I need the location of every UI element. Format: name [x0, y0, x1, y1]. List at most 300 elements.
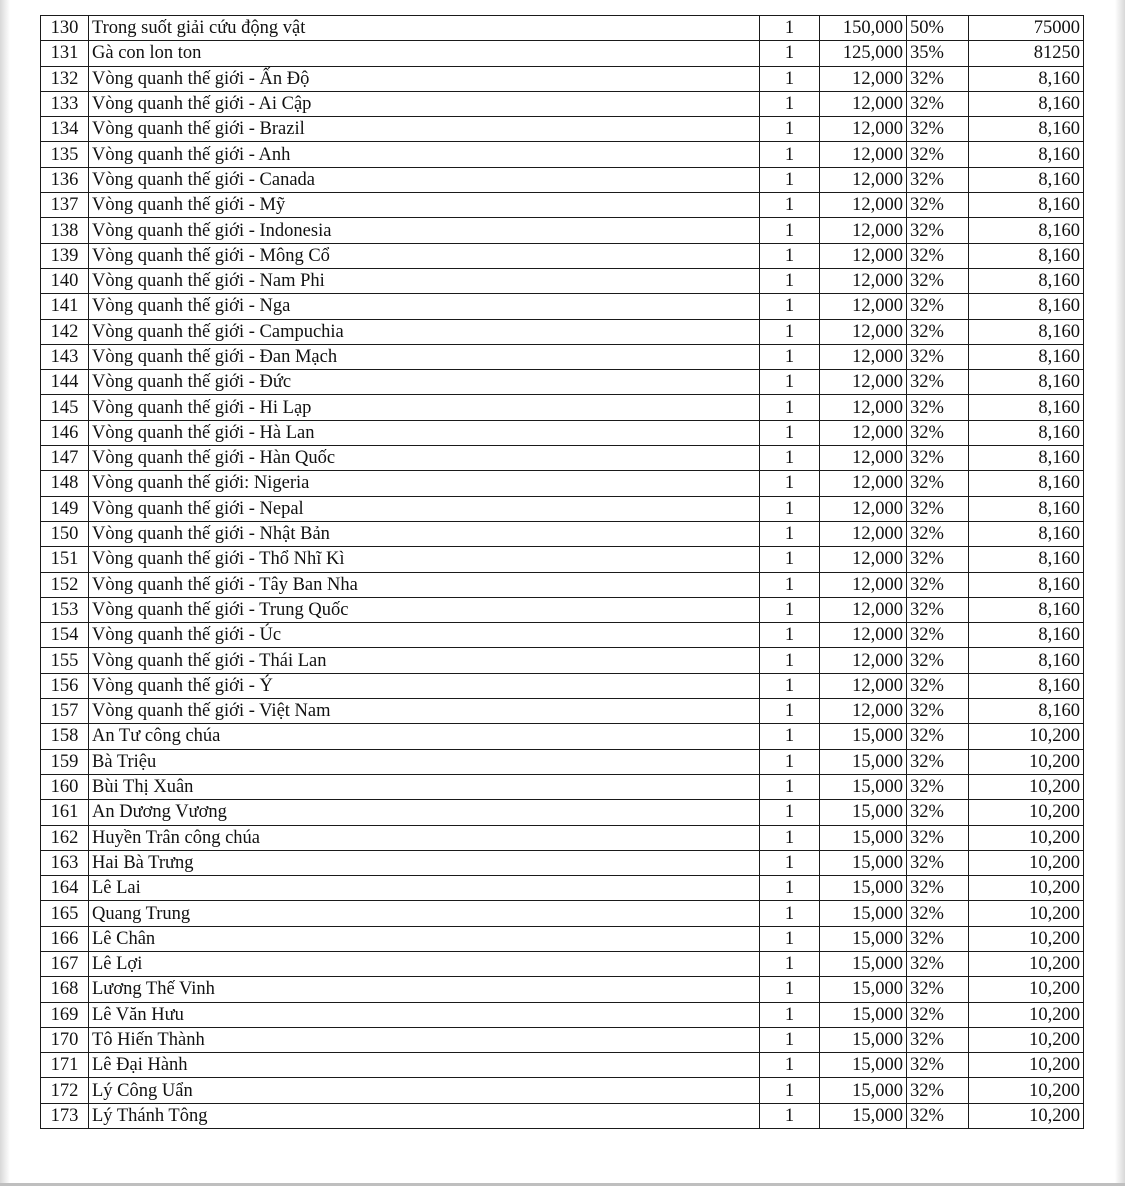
unit-price-cell: 15,000 [820, 951, 907, 976]
unit-price-cell: 15,000 [820, 724, 907, 749]
discount-cell: 32% [907, 268, 969, 293]
discount-cell: 32% [907, 547, 969, 572]
unit-price-cell: 12,000 [820, 673, 907, 698]
table-row [41, 167, 1084, 192]
book-title-cell: An Dương Vương [89, 800, 760, 825]
row-number-cell: 135 [41, 142, 89, 167]
total-cell: 8,160 [969, 420, 1084, 445]
book-title-cell: Vòng quanh thế giới - Thổ Nhĩ Kì [89, 547, 760, 572]
row-number-cell: 166 [41, 926, 89, 951]
page-left-edge [0, 0, 10, 1186]
total-cell: 10,200 [969, 800, 1084, 825]
row-number-cell: 137 [41, 193, 89, 218]
discount-cell: 32% [907, 1002, 969, 1027]
book-title-cell: Vòng quanh thế giới - Trung Quốc [89, 597, 760, 622]
row-number-cell: 173 [41, 1103, 89, 1128]
unit-price-cell: 15,000 [820, 1002, 907, 1027]
unit-price-cell: 12,000 [820, 117, 907, 142]
discount-cell: 32% [907, 344, 969, 369]
row-number-cell: 144 [41, 370, 89, 395]
total-cell: 8,160 [969, 623, 1084, 648]
quantity-cell: 1 [760, 1027, 820, 1052]
unit-price-cell: 125,000 [820, 41, 907, 66]
table-row [41, 876, 1084, 901]
book-title-cell: Vòng quanh thế giới - Ấn Độ [89, 66, 760, 91]
unit-price-cell: 15,000 [820, 825, 907, 850]
unit-price-cell: 12,000 [820, 268, 907, 293]
table-row [41, 724, 1084, 749]
row-number-cell: 146 [41, 420, 89, 445]
book-title-cell: Vòng quanh thế giới - Nhật Bản [89, 521, 760, 546]
row-number-cell: 136 [41, 167, 89, 192]
total-cell: 10,200 [969, 977, 1084, 1002]
table-row [41, 1103, 1084, 1128]
book-title-cell: Tô Hiến Thành [89, 1027, 760, 1052]
table-row [41, 370, 1084, 395]
total-cell: 10,200 [969, 850, 1084, 875]
quantity-cell: 1 [760, 167, 820, 192]
table-row [41, 850, 1084, 875]
unit-price-cell: 12,000 [820, 167, 907, 192]
book-title-cell: Hai Bà Trưng [89, 850, 760, 875]
row-number-cell: 151 [41, 547, 89, 572]
discount-cell: 32% [907, 977, 969, 1002]
quantity-cell: 1 [760, 825, 820, 850]
table-row [41, 926, 1084, 951]
row-number-cell: 170 [41, 1027, 89, 1052]
row-number-cell: 150 [41, 521, 89, 546]
unit-price-cell: 12,000 [820, 547, 907, 572]
row-number-cell: 133 [41, 91, 89, 116]
table-row [41, 977, 1084, 1002]
discount-cell: 32% [907, 471, 969, 496]
table-row [41, 446, 1084, 471]
table-row [41, 572, 1084, 597]
discount-cell: 32% [907, 749, 969, 774]
discount-cell: 32% [907, 800, 969, 825]
book-title-cell: Vòng quanh thế giới - Brazil [89, 117, 760, 142]
table-row [41, 648, 1084, 673]
discount-cell: 32% [907, 876, 969, 901]
total-cell: 8,160 [969, 319, 1084, 344]
total-cell: 8,160 [969, 471, 1084, 496]
unit-price-cell: 12,000 [820, 521, 907, 546]
table-row [41, 66, 1084, 91]
book-title-cell: Trong suốt giải cứu động vật [89, 16, 760, 41]
total-cell: 8,160 [969, 344, 1084, 369]
discount-cell: 32% [907, 142, 969, 167]
total-cell: 8,160 [969, 294, 1084, 319]
book-title-cell: Vòng quanh thế giới - Hi Lạp [89, 395, 760, 420]
table-row [41, 294, 1084, 319]
book-title-cell: Lê Đại Hành [89, 1053, 760, 1078]
table-row [41, 193, 1084, 218]
quantity-cell: 1 [760, 319, 820, 344]
quantity-cell: 1 [760, 1103, 820, 1128]
table-row [41, 800, 1084, 825]
total-cell: 8,160 [969, 142, 1084, 167]
total-cell: 8,160 [969, 699, 1084, 724]
book-title-cell: Vòng quanh thế giới - Campuchia [89, 319, 760, 344]
row-number-cell: 157 [41, 699, 89, 724]
discount-cell: 32% [907, 218, 969, 243]
unit-price-cell: 12,000 [820, 243, 907, 268]
row-number-cell: 130 [41, 16, 89, 41]
discount-cell: 32% [907, 193, 969, 218]
total-cell: 10,200 [969, 1027, 1084, 1052]
unit-price-cell: 15,000 [820, 1053, 907, 1078]
total-cell: 8,160 [969, 547, 1084, 572]
discount-cell: 32% [907, 294, 969, 319]
table-row [41, 774, 1084, 799]
total-cell: 8,160 [969, 496, 1084, 521]
book-title-cell: Bà Triệu [89, 749, 760, 774]
unit-price-cell: 12,000 [820, 66, 907, 91]
unit-price-cell: 12,000 [820, 597, 907, 622]
table-row [41, 901, 1084, 926]
book-title-cell: Lê Lợi [89, 951, 760, 976]
unit-price-cell: 12,000 [820, 142, 907, 167]
book-title-cell: Vòng quanh thế giới - Hàn Quốc [89, 446, 760, 471]
table-row [41, 623, 1084, 648]
row-number-cell: 161 [41, 800, 89, 825]
total-cell: 8,160 [969, 218, 1084, 243]
unit-price-cell: 15,000 [820, 774, 907, 799]
unit-price-cell: 15,000 [820, 901, 907, 926]
book-title-cell: Vòng quanh thế giới - Anh [89, 142, 760, 167]
total-cell: 10,200 [969, 774, 1084, 799]
quantity-cell: 1 [760, 16, 820, 41]
quantity-cell: 1 [760, 1053, 820, 1078]
row-number-cell: 132 [41, 66, 89, 91]
unit-price-cell: 15,000 [820, 1027, 907, 1052]
row-number-cell: 143 [41, 344, 89, 369]
discount-cell: 32% [907, 951, 969, 976]
table-row [41, 749, 1084, 774]
book-title-cell: Vòng quanh thế giới - Nepal [89, 496, 760, 521]
book-title-cell: Vòng quanh thế giới - Ý [89, 673, 760, 698]
quantity-cell: 1 [760, 623, 820, 648]
discount-cell: 32% [907, 724, 969, 749]
book-title-cell: Vòng quanh thế giới - Indonesia [89, 218, 760, 243]
discount-cell: 32% [907, 117, 969, 142]
unit-price-cell: 12,000 [820, 193, 907, 218]
total-cell: 10,200 [969, 926, 1084, 951]
row-number-cell: 167 [41, 951, 89, 976]
total-cell: 8,160 [969, 673, 1084, 698]
row-number-cell: 147 [41, 446, 89, 471]
discount-cell: 32% [907, 1103, 969, 1128]
page-right-edge [1115, 0, 1125, 1186]
unit-price-cell: 12,000 [820, 370, 907, 395]
discount-cell: 32% [907, 243, 969, 268]
discount-cell: 32% [907, 572, 969, 597]
unit-price-cell: 150,000 [820, 16, 907, 41]
total-cell: 8,160 [969, 572, 1084, 597]
discount-cell: 32% [907, 673, 969, 698]
quantity-cell: 1 [760, 547, 820, 572]
row-number-cell: 158 [41, 724, 89, 749]
row-number-cell: 156 [41, 673, 89, 698]
discount-cell: 32% [907, 901, 969, 926]
book-title-cell: Lý Thánh Tông [89, 1103, 760, 1128]
book-title-cell: Vòng quanh thế giới - Canada [89, 167, 760, 192]
quantity-cell: 1 [760, 724, 820, 749]
table-row [41, 951, 1084, 976]
row-number-cell: 154 [41, 623, 89, 648]
table-row [41, 1027, 1084, 1052]
table-row [41, 1002, 1084, 1027]
book-title-cell: Gà con lon ton [89, 41, 760, 66]
quantity-cell: 1 [760, 926, 820, 951]
total-cell: 8,160 [969, 117, 1084, 142]
total-cell: 10,200 [969, 1053, 1084, 1078]
discount-cell: 50% [907, 16, 969, 41]
book-title-cell: Lê Văn Hưu [89, 1002, 760, 1027]
discount-cell: 32% [907, 91, 969, 116]
quantity-cell: 1 [760, 91, 820, 116]
discount-cell: 32% [907, 825, 969, 850]
unit-price-cell: 12,000 [820, 218, 907, 243]
row-number-cell: 140 [41, 268, 89, 293]
row-number-cell: 149 [41, 496, 89, 521]
unit-price-cell: 15,000 [820, 977, 907, 1002]
book-title-cell: Vòng quanh thế giới: Nigeria [89, 471, 760, 496]
total-cell: 8,160 [969, 167, 1084, 192]
row-number-cell: 155 [41, 648, 89, 673]
book-title-cell: Bùi Thị Xuân [89, 774, 760, 799]
discount-cell: 32% [907, 1027, 969, 1052]
table-row [41, 825, 1084, 850]
table-row [41, 243, 1084, 268]
table-row [41, 395, 1084, 420]
unit-price-cell: 15,000 [820, 876, 907, 901]
table-row [41, 521, 1084, 546]
unit-price-cell: 15,000 [820, 1103, 907, 1128]
unit-price-cell: 12,000 [820, 446, 907, 471]
row-number-cell: 142 [41, 319, 89, 344]
table-row [41, 344, 1084, 369]
row-number-cell: 152 [41, 572, 89, 597]
quantity-cell: 1 [760, 699, 820, 724]
total-cell: 10,200 [969, 951, 1084, 976]
quantity-cell: 1 [760, 193, 820, 218]
row-number-cell: 160 [41, 774, 89, 799]
table-row [41, 420, 1084, 445]
unit-price-cell: 12,000 [820, 91, 907, 116]
unit-price-cell: 12,000 [820, 420, 907, 445]
quantity-cell: 1 [760, 876, 820, 901]
discount-cell: 32% [907, 1053, 969, 1078]
total-cell: 8,160 [969, 395, 1084, 420]
row-number-cell: 145 [41, 395, 89, 420]
quantity-cell: 1 [760, 294, 820, 319]
row-number-cell: 169 [41, 1002, 89, 1027]
book-title-cell: Lê Chân [89, 926, 760, 951]
discount-cell: 32% [907, 850, 969, 875]
quantity-cell: 1 [760, 850, 820, 875]
total-cell: 10,200 [969, 749, 1084, 774]
quantity-cell: 1 [760, 344, 820, 369]
total-cell: 81250 [969, 41, 1084, 66]
total-cell: 8,160 [969, 193, 1084, 218]
book-title-cell: Vòng quanh thế giới - Úc [89, 623, 760, 648]
row-number-cell: 134 [41, 117, 89, 142]
quantity-cell: 1 [760, 673, 820, 698]
total-cell: 8,160 [969, 91, 1084, 116]
row-number-cell: 164 [41, 876, 89, 901]
total-cell: 75000 [969, 16, 1084, 41]
quantity-cell: 1 [760, 41, 820, 66]
book-title-cell: Vòng quanh thế giới - Đan Mạch [89, 344, 760, 369]
book-title-cell: Lý Công Uẩn [89, 1078, 760, 1103]
discount-cell: 32% [907, 446, 969, 471]
unit-price-cell: 15,000 [820, 850, 907, 875]
total-cell: 8,160 [969, 243, 1084, 268]
row-number-cell: 131 [41, 41, 89, 66]
quantity-cell: 1 [760, 597, 820, 622]
table-row [41, 319, 1084, 344]
quantity-cell: 1 [760, 901, 820, 926]
quantity-cell: 1 [760, 1002, 820, 1027]
quantity-cell: 1 [760, 117, 820, 142]
quantity-cell: 1 [760, 395, 820, 420]
unit-price-cell: 15,000 [820, 800, 907, 825]
unit-price-cell: 12,000 [820, 496, 907, 521]
unit-price-cell: 15,000 [820, 749, 907, 774]
book-title-cell: Vòng quanh thế giới - Nam Phi [89, 268, 760, 293]
row-number-cell: 172 [41, 1078, 89, 1103]
total-cell: 8,160 [969, 268, 1084, 293]
discount-cell: 32% [907, 420, 969, 445]
unit-price-cell: 12,000 [820, 471, 907, 496]
table-row [41, 597, 1084, 622]
book-title-cell: Vòng quanh thế giới - Đức [89, 370, 760, 395]
book-title-cell: Vòng quanh thế giới - Mỹ [89, 193, 760, 218]
discount-cell: 32% [907, 521, 969, 546]
total-cell: 8,160 [969, 521, 1084, 546]
table-row [41, 1053, 1084, 1078]
quantity-cell: 1 [760, 218, 820, 243]
discount-cell: 32% [907, 319, 969, 344]
table-row [41, 673, 1084, 698]
table-row [41, 41, 1084, 66]
quantity-cell: 1 [760, 268, 820, 293]
unit-price-cell: 15,000 [820, 926, 907, 951]
total-cell: 8,160 [969, 446, 1084, 471]
discount-cell: 32% [907, 496, 969, 521]
quantity-cell: 1 [760, 977, 820, 1002]
total-cell: 10,200 [969, 1103, 1084, 1128]
book-title-cell: Huyền Trân công chúa [89, 825, 760, 850]
quantity-cell: 1 [760, 749, 820, 774]
unit-price-cell: 12,000 [820, 294, 907, 319]
table-row [41, 699, 1084, 724]
table-row [41, 142, 1084, 167]
row-number-cell: 168 [41, 977, 89, 1002]
table-body [41, 16, 1084, 1129]
discount-cell: 32% [907, 648, 969, 673]
unit-price-cell: 12,000 [820, 572, 907, 597]
discount-cell: 32% [907, 66, 969, 91]
quantity-cell: 1 [760, 420, 820, 445]
book-title-cell: Vòng quanh thế giới - Tây Ban Nha [89, 572, 760, 597]
book-title-cell: Vòng quanh thế giới - Thái Lan [89, 648, 760, 673]
quantity-cell: 1 [760, 521, 820, 546]
table-row [41, 268, 1084, 293]
total-cell: 10,200 [969, 876, 1084, 901]
quantity-cell: 1 [760, 243, 820, 268]
discount-cell: 32% [907, 699, 969, 724]
quantity-cell: 1 [760, 66, 820, 91]
total-cell: 8,160 [969, 597, 1084, 622]
discount-cell: 35% [907, 41, 969, 66]
row-number-cell: 162 [41, 825, 89, 850]
unit-price-cell: 12,000 [820, 648, 907, 673]
quantity-cell: 1 [760, 471, 820, 496]
book-title-cell: Quang Trung [89, 901, 760, 926]
book-price-table [40, 15, 1084, 1129]
book-title-cell: An Tư công chúa [89, 724, 760, 749]
total-cell: 8,160 [969, 370, 1084, 395]
row-number-cell: 141 [41, 294, 89, 319]
total-cell: 10,200 [969, 1002, 1084, 1027]
row-number-cell: 159 [41, 749, 89, 774]
discount-cell: 32% [907, 167, 969, 192]
book-title-cell: Vòng quanh thế giới - Hà Lan [89, 420, 760, 445]
row-number-cell: 163 [41, 850, 89, 875]
discount-cell: 32% [907, 623, 969, 648]
quantity-cell: 1 [760, 800, 820, 825]
total-cell: 8,160 [969, 648, 1084, 673]
discount-cell: 32% [907, 1078, 969, 1103]
quantity-cell: 1 [760, 446, 820, 471]
discount-cell: 32% [907, 395, 969, 420]
table-row [41, 471, 1084, 496]
total-cell: 10,200 [969, 724, 1084, 749]
row-number-cell: 165 [41, 901, 89, 926]
table-row [41, 117, 1084, 142]
row-number-cell: 139 [41, 243, 89, 268]
unit-price-cell: 12,000 [820, 344, 907, 369]
quantity-cell: 1 [760, 572, 820, 597]
book-title-cell: Lương Thế Vinh [89, 977, 760, 1002]
quantity-cell: 1 [760, 648, 820, 673]
total-cell: 10,200 [969, 1078, 1084, 1103]
total-cell: 10,200 [969, 825, 1084, 850]
row-number-cell: 148 [41, 471, 89, 496]
quantity-cell: 1 [760, 951, 820, 976]
unit-price-cell: 12,000 [820, 319, 907, 344]
discount-cell: 32% [907, 774, 969, 799]
discount-cell: 32% [907, 597, 969, 622]
discount-cell: 32% [907, 926, 969, 951]
table-row [41, 496, 1084, 521]
row-number-cell: 138 [41, 218, 89, 243]
table-row [41, 547, 1084, 572]
quantity-cell: 1 [760, 370, 820, 395]
table-row [41, 91, 1084, 116]
quantity-cell: 1 [760, 774, 820, 799]
table-row [41, 1078, 1084, 1103]
book-title-cell: Vòng quanh thế giới - Nga [89, 294, 760, 319]
book-title-cell: Lê Lai [89, 876, 760, 901]
book-title-cell: Vòng quanh thế giới - Ai Cập [89, 91, 760, 116]
row-number-cell: 171 [41, 1053, 89, 1078]
book-title-cell: Vòng quanh thế giới - Việt Nam [89, 699, 760, 724]
table-row [41, 16, 1084, 41]
book-title-cell: Vòng quanh thế giới - Mông Cổ [89, 243, 760, 268]
